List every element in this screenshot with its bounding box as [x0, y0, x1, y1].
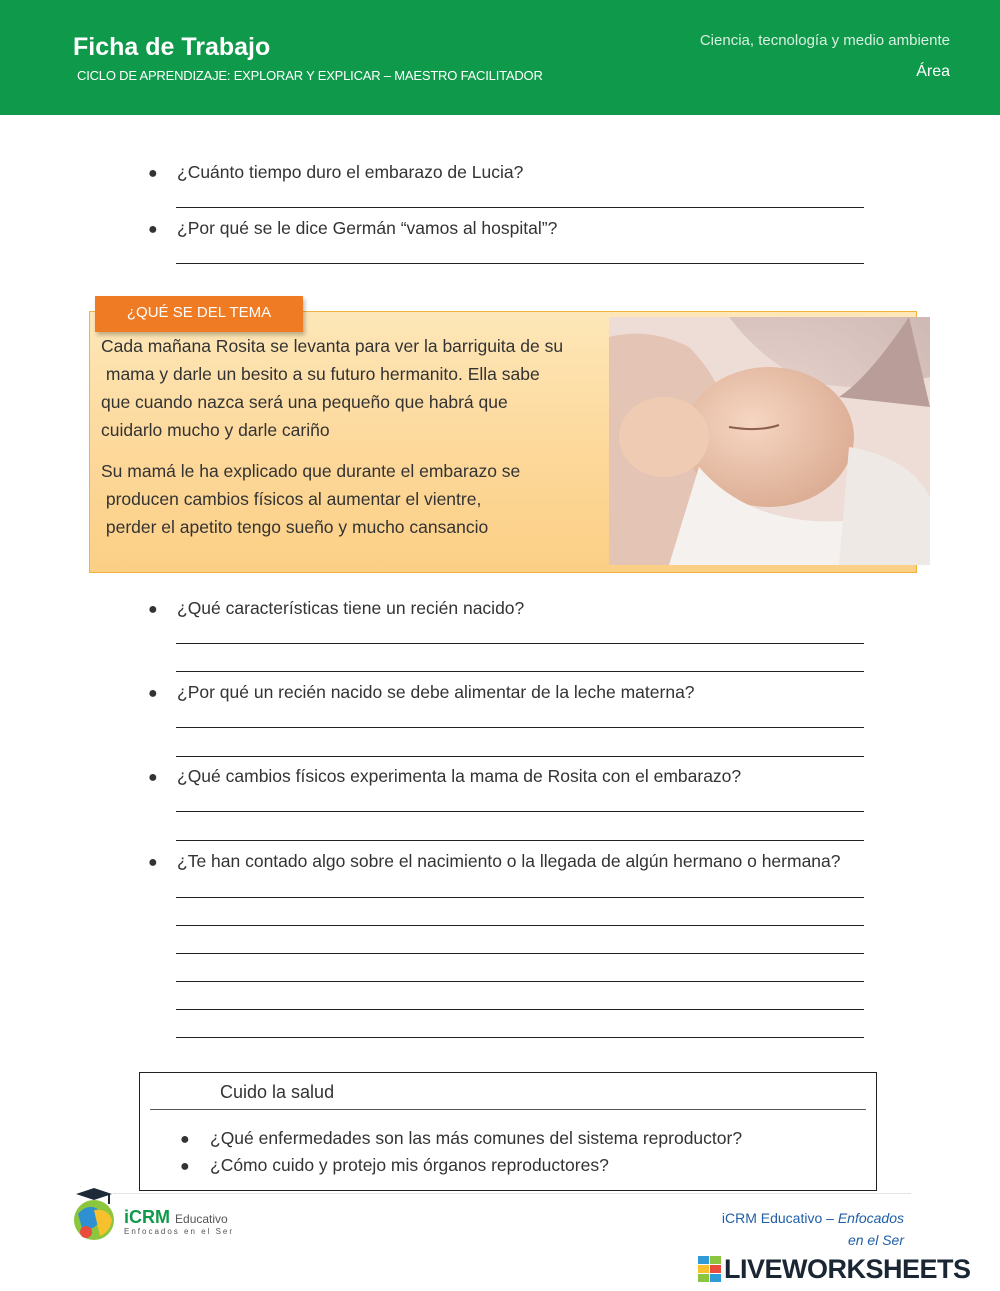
bullet-icon: ● [148, 854, 158, 871]
question-newborn-traits: ● ¿Qué características tiene un recién nacido? [148, 598, 525, 618]
answer-line[interactable] [176, 643, 864, 644]
topic-tab-label: ¿QUÉ SE DEL TEMA [95, 296, 303, 332]
answer-line[interactable] [176, 671, 864, 672]
divider [150, 1109, 866, 1110]
answer-line[interactable] [176, 1037, 864, 1038]
bullet-icon: ● [148, 221, 158, 238]
answer-line[interactable] [176, 811, 864, 812]
answer-line[interactable] [176, 756, 864, 757]
bullet-icon: ● [180, 1158, 190, 1175]
page-title: Ficha de Trabajo [73, 33, 271, 61]
bullet-icon: ● [148, 685, 158, 702]
header-banner [0, 0, 1000, 115]
question-hospital: ● ¿Por qué se le dice Germán “vamos al hospital”? [148, 218, 558, 238]
answer-line[interactable] [176, 953, 864, 954]
icrm-logo-text: iCRM Educativo [124, 1207, 228, 1227]
story-paragraph-1: Cada mañana Rosita se levanta para ver la barriguita de su mama y darle un besito a su futuro hermanito. Ella sabe que cuando nazca será una pequeño que habrá que cuidarlo mucho y darle cariño [101, 336, 564, 440]
answer-line[interactable] [176, 925, 864, 926]
health-section-title: Cuido la salud [220, 1082, 335, 1102]
bullet-icon: ● [148, 165, 158, 182]
answer-line[interactable] [176, 981, 864, 982]
question-physical-changes: ● ¿Qué cambios físicos experimenta la mama de Rosita con el embarazo? [148, 766, 742, 786]
health-question-care: ● ¿Cómo cuido y protejo mis órganos reproductores? [180, 1155, 609, 1175]
question-pregnancy-duration: ● ¿Cuánto tiempo duro el embarazo de Lucia? [148, 162, 524, 182]
answer-line[interactable] [176, 727, 864, 728]
footer-credit: iCRM Educativo – Enfocados en el Ser [721, 1210, 904, 1248]
bullet-icon: ● [180, 1131, 190, 1148]
answer-line[interactable] [176, 1009, 864, 1010]
bullet-icon: ● [148, 769, 158, 786]
answer-line[interactable] [176, 207, 864, 208]
question-breast-milk: ● ¿Por qué un recién nacido se debe alimentar de la leche materna? [148, 682, 695, 702]
health-question-diseases: ● ¿Qué enfermedades son las más comunes del sistema reproductor? [180, 1128, 743, 1148]
answer-line[interactable] [176, 897, 864, 898]
breastfeeding-photo [609, 317, 930, 565]
story-paragraph-2: Su mamá le ha explicado que durante el embarazo se producen cambios físicos al aumentar el vientre, perder el apetito tengo sueño y mucho cansancio [101, 461, 521, 537]
liveworksheets-badge-icon [698, 1256, 722, 1282]
page-subtitle: CICLO DE APRENDIZAJE: EXPLORAR Y EXPLICAR – MAESTRO FACILITADOR [77, 68, 543, 83]
subject-label: Ciencia, tecnología y medio ambiente [699, 32, 950, 49]
bullet-icon: ● [148, 601, 158, 618]
answer-line[interactable] [176, 263, 864, 264]
area-label: Área [916, 63, 950, 80]
question-sibling-birth: ● ¿Te han contado algo sobre el nacimiento o la llegada de algún hermano o hermana? [148, 851, 841, 871]
icrm-logo-tagline: Enfocados en el Ser [124, 1227, 235, 1236]
answer-line[interactable] [176, 840, 864, 841]
